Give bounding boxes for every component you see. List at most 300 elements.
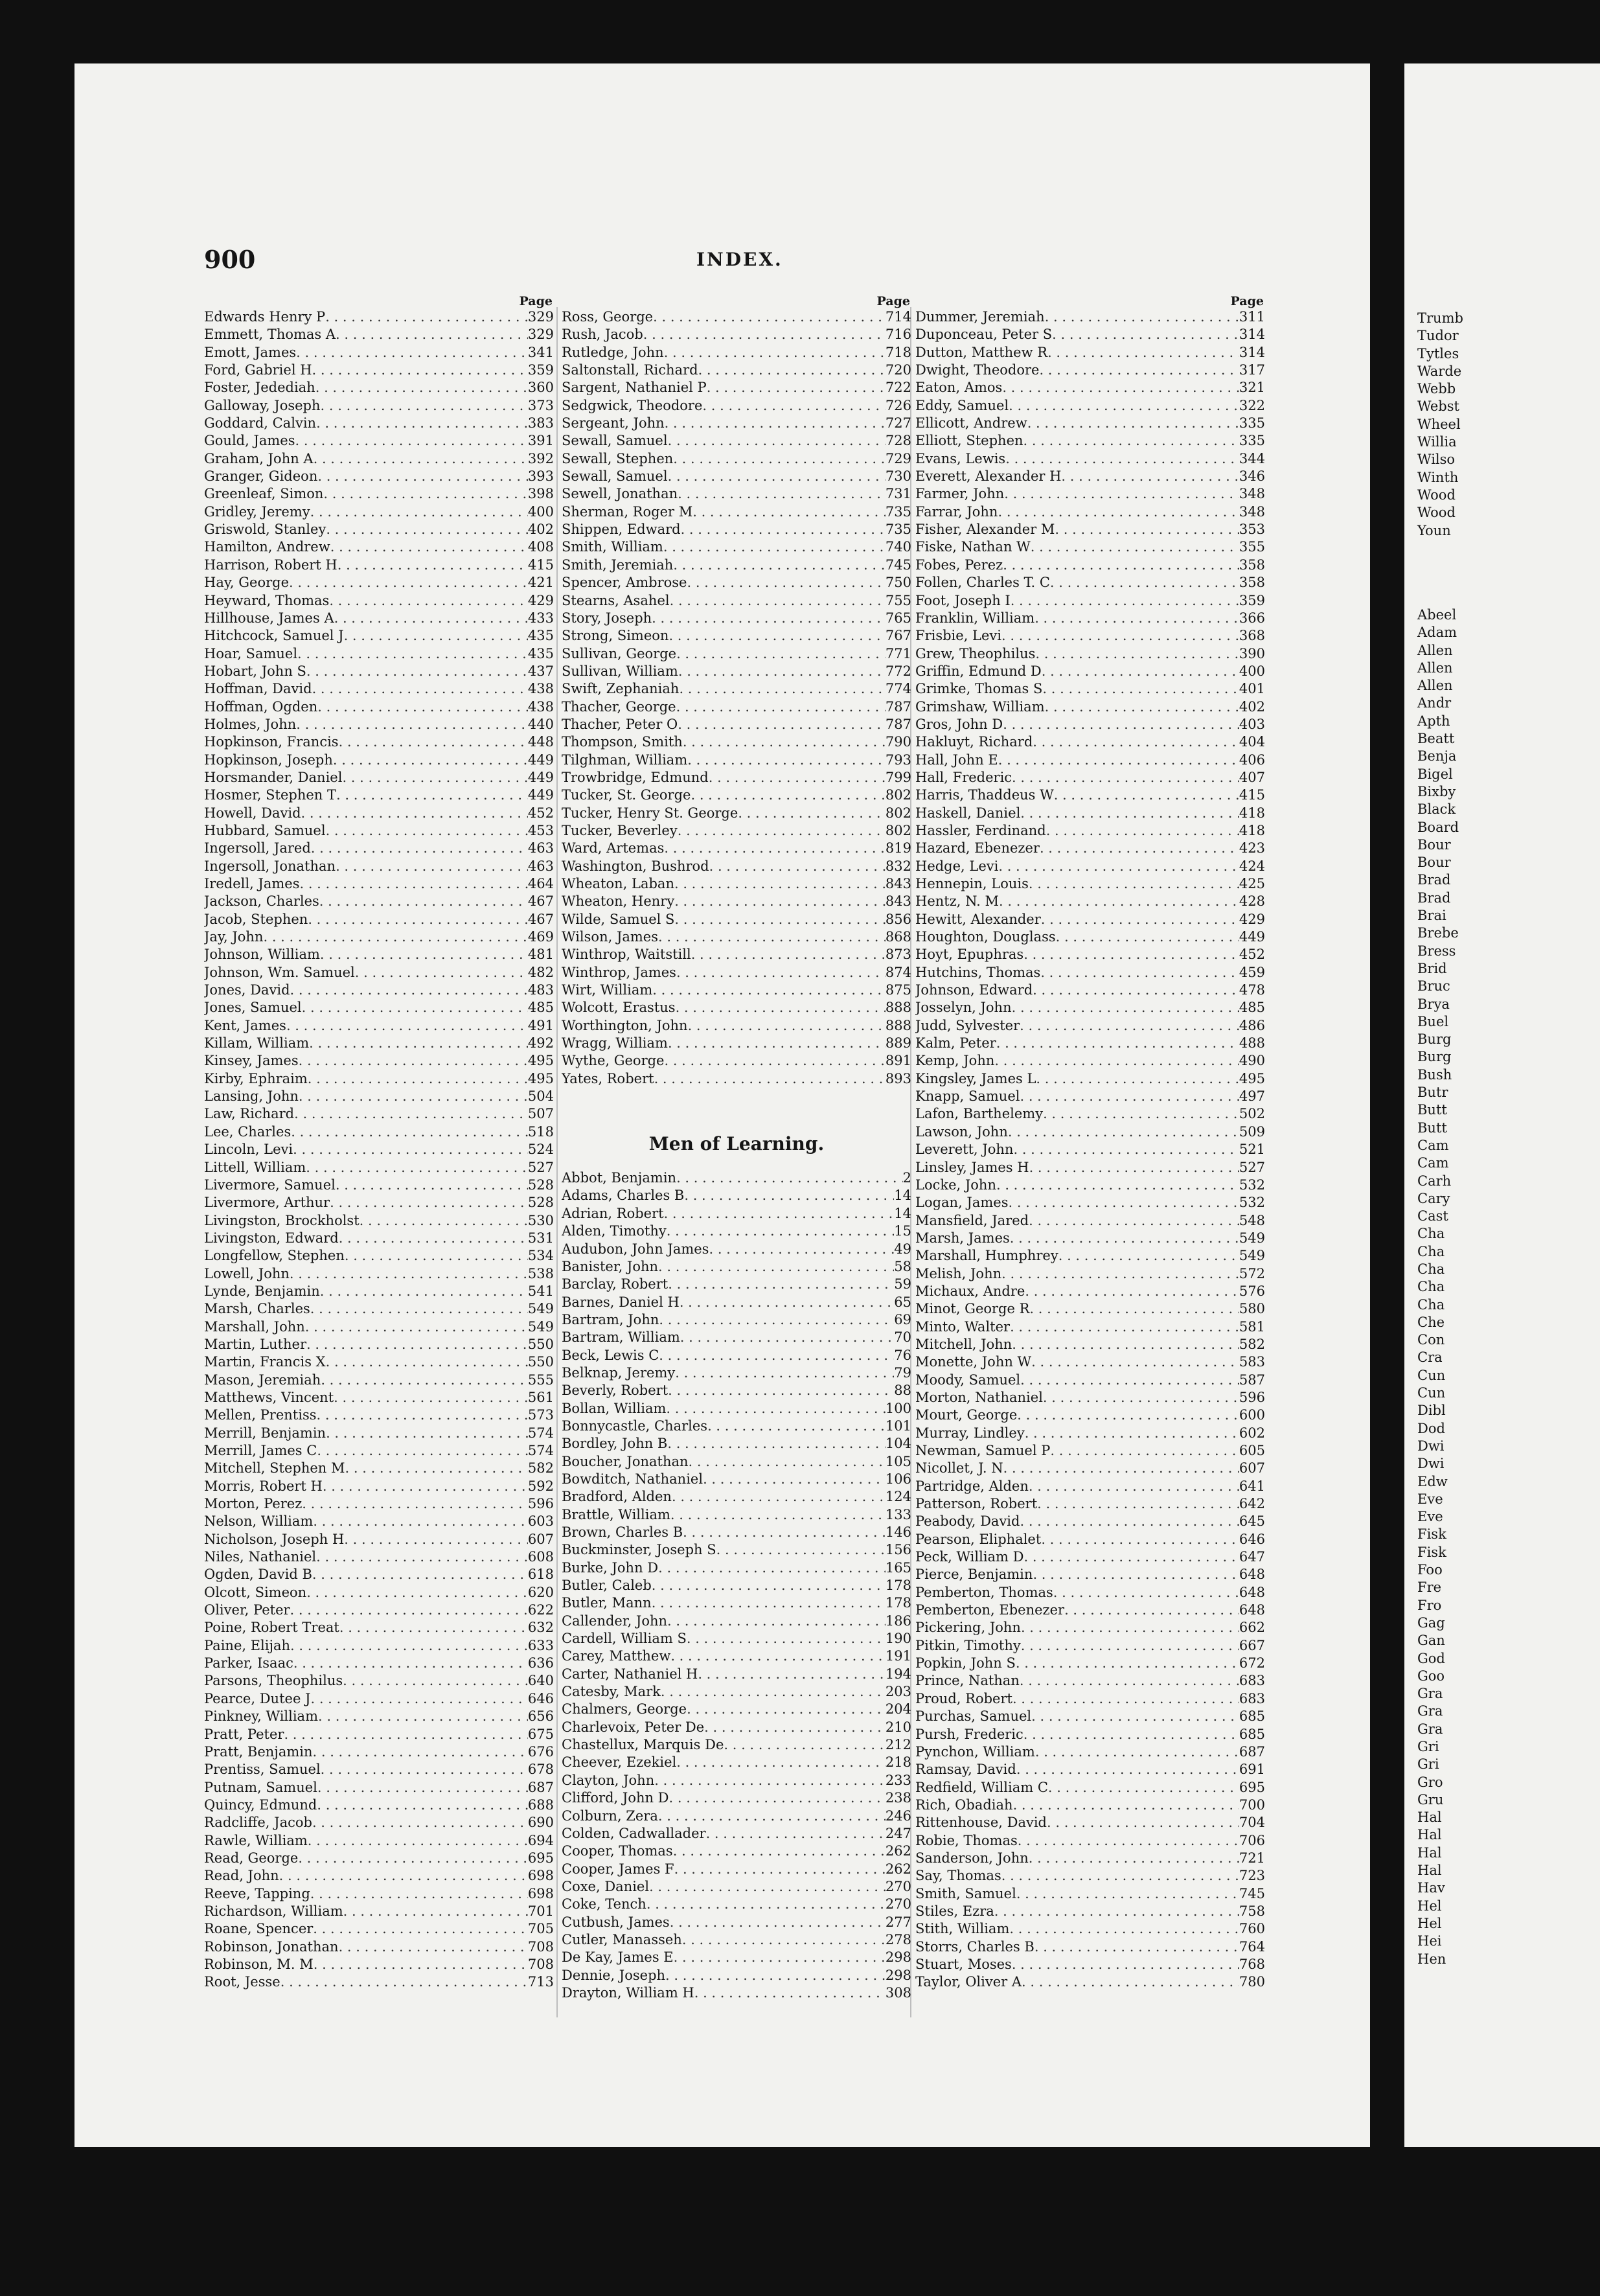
entry-page-number: 608 xyxy=(527,1549,554,1565)
entry-page-number: 550 xyxy=(527,1336,554,1352)
index-entry xyxy=(204,1425,554,1442)
dot-leader xyxy=(996,1035,1239,1052)
index-entry xyxy=(915,1637,1265,1655)
index-entry xyxy=(562,946,911,963)
index-entry xyxy=(915,308,1265,326)
entry-page-number: 698 xyxy=(527,1885,554,1901)
entry-name: Lee, Charles xyxy=(204,1123,291,1140)
index-entry xyxy=(915,1052,1265,1070)
index-entry xyxy=(562,1205,911,1223)
index-entry xyxy=(204,663,554,680)
index-entry xyxy=(915,1212,1265,1230)
index-entry xyxy=(915,805,1265,822)
entry-name: Houghton, Douglass xyxy=(915,929,1056,945)
entry-name: Robinson, M. M xyxy=(204,1956,314,1972)
entry-page-number: 587 xyxy=(1239,1372,1265,1388)
dot-leader xyxy=(290,1265,528,1283)
index-entry xyxy=(562,680,911,698)
entry-page-number: 755 xyxy=(885,592,911,608)
entry-page-number: 695 xyxy=(1239,1779,1265,1795)
index-entry xyxy=(204,999,554,1016)
entry-name: Ingersoll, Jared xyxy=(204,840,311,856)
entry-page-number: 538 xyxy=(527,1265,554,1281)
adjacent-page-entry: Cast xyxy=(1417,1208,1448,1224)
entry-name: Stith, William xyxy=(915,1921,1010,1937)
dot-leader xyxy=(310,1690,527,1708)
entry-page-number: 2 xyxy=(902,1170,911,1186)
entry-name: Roane, Spencer xyxy=(204,1921,314,1937)
dot-leader xyxy=(664,1205,895,1223)
entry-page-number: 735 xyxy=(885,522,911,538)
dot-leader xyxy=(652,1594,886,1612)
entry-name: Duponceau, Peter S xyxy=(915,327,1053,343)
adjacent-page-entry: Hal xyxy=(1417,1809,1442,1826)
entry-name: Michaux, Andre xyxy=(915,1283,1025,1299)
index-entry xyxy=(915,1035,1265,1052)
index-entry xyxy=(562,1488,911,1506)
dot-leader xyxy=(665,415,886,432)
entry-name: Buckminster, Joseph S xyxy=(562,1542,716,1558)
dot-leader xyxy=(691,946,886,963)
entry-name: Kirby, Ephraim xyxy=(204,1070,308,1086)
dot-leader xyxy=(684,1187,894,1204)
entry-name: Sewall, Samuel xyxy=(562,433,668,449)
entry-name: Longfellow, Stephen xyxy=(204,1248,345,1264)
entry-name: Wilde, Samuel S xyxy=(562,911,675,927)
index-entry xyxy=(204,308,554,326)
adjacent-page-entry: Bruc xyxy=(1417,978,1450,994)
dot-leader xyxy=(294,1105,528,1123)
adjacent-page-entry: Hel xyxy=(1417,1915,1442,1931)
index-entry xyxy=(204,1726,554,1743)
entry-page-number: 428 xyxy=(1239,893,1265,910)
index-entry xyxy=(915,1088,1265,1105)
entry-page-number: 178 xyxy=(885,1595,911,1611)
entry-name: Proud, Robert xyxy=(915,1690,1012,1706)
entry-name: Locke, John xyxy=(915,1177,996,1193)
adjacent-page-edge xyxy=(1404,63,1600,2147)
dot-leader xyxy=(286,1017,528,1035)
dot-leader xyxy=(313,1513,528,1530)
entry-name: Gridley, Jeremy xyxy=(204,503,310,520)
dot-leader xyxy=(317,1779,528,1797)
entry-page-number: 317 xyxy=(1239,362,1265,378)
entry-page-number: 421 xyxy=(527,575,554,591)
index-entry xyxy=(204,1389,554,1406)
dot-leader xyxy=(339,1938,528,1956)
index-entry xyxy=(562,1241,911,1258)
entry-name: Ogden, David B xyxy=(204,1567,312,1583)
entry-page-number: 843 xyxy=(885,893,911,910)
entry-page-number: 308 xyxy=(885,1984,911,2001)
entry-page-number: 574 xyxy=(527,1425,554,1441)
entry-name: Newman, Samuel P xyxy=(915,1443,1051,1458)
dot-leader xyxy=(682,1931,886,1949)
entry-page-number: 555 xyxy=(527,1372,554,1388)
dot-leader xyxy=(1031,1353,1239,1371)
dot-leader xyxy=(290,1637,528,1655)
dot-leader xyxy=(1045,308,1239,326)
index-entry xyxy=(915,893,1265,910)
index-entry xyxy=(204,397,554,415)
entry-page-number: 59 xyxy=(894,1276,911,1292)
entry-name: Jones, Samuel xyxy=(204,1000,302,1016)
entry-page-number: 204 xyxy=(885,1701,911,1717)
entry-page-number: 633 xyxy=(527,1637,554,1653)
dot-leader xyxy=(706,1825,886,1843)
dot-leader xyxy=(1033,1566,1239,1583)
dot-leader xyxy=(674,911,885,928)
entry-page-number: 893 xyxy=(885,1070,911,1086)
entry-name: Spencer, Ambrose xyxy=(562,575,687,591)
dot-leader xyxy=(1040,964,1239,982)
index-entry xyxy=(204,344,554,362)
adjacent-page-entry: Cha xyxy=(1417,1279,1445,1295)
adjacent-page-entry: Hel xyxy=(1417,1898,1442,1914)
entry-name: Marsh, James xyxy=(915,1230,1010,1246)
index-entry xyxy=(915,1903,1265,1920)
dot-leader xyxy=(1008,1123,1239,1141)
entry-page-number: 708 xyxy=(527,1956,554,1972)
index-entry xyxy=(562,999,911,1016)
dot-leader xyxy=(280,1973,528,1991)
adjacent-page-entries xyxy=(1404,606,1459,1968)
dot-leader xyxy=(1055,521,1239,538)
entry-name: Say, Thomas xyxy=(915,1868,1001,1884)
entry-page-number: 58 xyxy=(894,1258,911,1274)
entry-page-number: 133 xyxy=(885,1506,911,1522)
entry-page-number: 726 xyxy=(885,397,911,413)
entry-page-number: 691 xyxy=(1239,1762,1265,1778)
entry-page-number: 88 xyxy=(894,1383,911,1399)
index-entry xyxy=(204,1442,554,1460)
index-entry xyxy=(915,379,1265,396)
entry-name: Law, Richard xyxy=(204,1106,295,1122)
dot-leader xyxy=(738,805,886,822)
entry-page-number: 600 xyxy=(1239,1407,1265,1423)
index-entry xyxy=(915,1672,1265,1690)
entry-page-number: 491 xyxy=(527,1017,554,1033)
entry-name: Morris, Robert H xyxy=(204,1478,323,1494)
dot-leader xyxy=(1040,840,1239,857)
index-entry xyxy=(204,893,554,910)
entry-name: Linsley, James H xyxy=(915,1159,1029,1175)
entry-page-number: 438 xyxy=(527,698,554,715)
entry-page-number: 463 xyxy=(527,840,554,856)
index-entry xyxy=(915,1708,1265,1725)
index-entry xyxy=(562,1931,911,1949)
entry-name: Gould, James xyxy=(204,433,295,449)
dot-leader xyxy=(1012,999,1239,1016)
entry-page-number: 322 xyxy=(1239,397,1265,413)
entry-name: Grimshaw, William xyxy=(915,698,1045,715)
entry-page-number: 483 xyxy=(527,982,554,998)
index-entry xyxy=(915,1336,1265,1353)
adjacent-page-entry: Benja xyxy=(1417,748,1457,764)
entry-page-number: 355 xyxy=(1239,539,1265,555)
entry-name: Stearns, Asahel xyxy=(562,592,670,608)
index-entry xyxy=(562,1967,911,1984)
entry-name: Iredell, James xyxy=(204,876,300,891)
adjacent-page-entry: Cha xyxy=(1417,1296,1445,1313)
entry-name: Cheever, Ezekiel xyxy=(562,1754,677,1771)
dot-leader xyxy=(674,1861,886,1878)
dot-leader xyxy=(1047,1814,1239,1831)
dot-leader xyxy=(330,1194,528,1211)
dot-leader xyxy=(687,1701,886,1718)
dot-leader xyxy=(1020,1088,1239,1105)
index-entry xyxy=(204,769,554,786)
dot-leader xyxy=(299,1088,528,1105)
index-entry xyxy=(204,1159,554,1177)
index-entry xyxy=(204,1283,554,1300)
entry-name: Hubbard, Samuel xyxy=(204,822,326,838)
index-entry xyxy=(562,1808,911,1825)
dot-leader xyxy=(1012,1690,1239,1708)
entry-name: Harris, Thaddeus W xyxy=(915,787,1054,803)
entry-name: Quincy, Edmund xyxy=(204,1797,317,1813)
dot-leader xyxy=(295,432,528,450)
entry-name: Johnson, Wm. Samuel xyxy=(204,964,355,980)
adjacent-page-entry: Gan xyxy=(1417,1633,1445,1649)
entry-name: Shippen, Edward xyxy=(562,522,681,538)
entry-name: Heyward, Thomas xyxy=(204,592,330,608)
entry-page-number: 706 xyxy=(1239,1832,1265,1848)
entry-name: Cooper, Thomas xyxy=(562,1843,673,1859)
entry-page-number: 437 xyxy=(527,663,554,679)
entry-page-number: 605 xyxy=(1239,1443,1265,1458)
entry-page-number: 398 xyxy=(527,486,554,502)
adjacent-page-entry: Che xyxy=(1417,1314,1445,1330)
entry-page-number: 676 xyxy=(527,1743,554,1760)
entry-name: Littell, William xyxy=(204,1159,306,1175)
entry-name: Brown, Charles B xyxy=(562,1524,683,1540)
entry-page-number: 582 xyxy=(527,1460,554,1476)
entry-page-number: 509 xyxy=(1239,1123,1265,1140)
dot-leader xyxy=(994,1903,1239,1920)
entry-name: Fisher, Alexander M xyxy=(915,522,1055,538)
index-entry xyxy=(562,805,911,822)
dot-leader xyxy=(316,1548,528,1566)
entry-page-number: 561 xyxy=(527,1389,554,1405)
entry-page-number: 874 xyxy=(885,964,911,980)
entry-name: Pursh, Frederic xyxy=(915,1726,1023,1742)
dot-leader xyxy=(996,1177,1239,1194)
dot-leader xyxy=(1029,1159,1239,1177)
adjacent-page-entry: Wilso xyxy=(1417,452,1456,468)
index-entry xyxy=(562,1258,911,1276)
dot-leader xyxy=(334,1389,528,1406)
entry-name: Martin, Francis X xyxy=(204,1354,326,1370)
entry-name: Winthrop, Waitstill xyxy=(562,947,691,963)
entry-page-number: 701 xyxy=(527,1903,554,1919)
dot-leader xyxy=(674,893,886,910)
entry-name: Hall, John E xyxy=(915,752,998,768)
entry-page-number: 440 xyxy=(527,716,554,732)
dot-leader xyxy=(296,716,528,733)
entry-page-number: 210 xyxy=(885,1719,911,1735)
entry-page-number: 329 xyxy=(527,327,554,343)
entry-page-number: 721 xyxy=(1239,1850,1265,1866)
entry-name: Clifford, John D xyxy=(562,1790,669,1806)
entry-page-number: 534 xyxy=(527,1248,554,1264)
dot-leader xyxy=(687,752,886,769)
entry-page-number: 485 xyxy=(1239,1000,1265,1016)
index-entry xyxy=(562,538,911,556)
dot-leader xyxy=(669,627,885,645)
index-entry xyxy=(915,1017,1265,1035)
dot-leader xyxy=(317,1442,528,1460)
adjacent-page-entry: Brid xyxy=(1417,960,1447,976)
entry-name: Sewell, Jonathan xyxy=(562,486,678,502)
entry-page-number: 105 xyxy=(885,1453,911,1469)
entry-name: Root, Jesse xyxy=(204,1974,280,1990)
dot-leader xyxy=(290,1601,528,1619)
dot-leader xyxy=(1061,468,1239,485)
entry-name: Ross, George xyxy=(562,309,654,325)
adjacent-page-entry: Tudor xyxy=(1417,328,1459,344)
index-entry xyxy=(562,1914,911,1931)
entry-name: Jackson, Charles xyxy=(204,893,319,910)
entry-name: Fobes, Perez xyxy=(915,557,1003,573)
dot-leader xyxy=(1027,415,1239,432)
entry-name: Peabody, David xyxy=(915,1513,1020,1530)
index-entry xyxy=(204,610,554,627)
index-entry xyxy=(562,1364,911,1382)
adjacent-page-entry: Cha xyxy=(1417,1226,1445,1242)
index-entry xyxy=(204,1052,554,1070)
entry-page-number: 856 xyxy=(885,911,911,927)
index-entry xyxy=(915,1194,1265,1211)
index-entry xyxy=(915,645,1265,663)
entry-page-number: 730 xyxy=(885,468,911,485)
index-entry xyxy=(562,1017,911,1035)
adjacent-page-entry: Fisk xyxy=(1417,1526,1446,1543)
dot-leader xyxy=(1012,769,1239,786)
dot-leader xyxy=(1031,538,1239,556)
adjacent-page-entry: Wood xyxy=(1417,505,1456,521)
index-entry xyxy=(204,1088,554,1105)
dot-leader xyxy=(1016,1885,1239,1903)
dot-leader xyxy=(321,1761,528,1778)
entry-name: Worthington, John xyxy=(562,1017,688,1033)
index-entry xyxy=(562,822,911,840)
index-entry xyxy=(915,1938,1265,1956)
entry-page-number: 390 xyxy=(1239,645,1265,661)
entry-page-number: 622 xyxy=(527,1602,554,1618)
dot-leader xyxy=(698,362,886,379)
entry-name: Lansing, John xyxy=(204,1088,299,1105)
adjacent-page-entry: Brai xyxy=(1417,908,1446,924)
entry-page-number: 186 xyxy=(885,1613,911,1629)
entry-page-number: 238 xyxy=(885,1790,911,1806)
entry-page-number: 648 xyxy=(1239,1584,1265,1600)
entry-name: Partridge, Alden xyxy=(915,1478,1029,1494)
entry-page-number: 708 xyxy=(527,1938,554,1955)
index-entry xyxy=(562,1825,911,1843)
index-entry xyxy=(915,1265,1265,1283)
entry-page-number: 716 xyxy=(885,327,911,343)
entry-page-number: 875 xyxy=(885,982,911,998)
entry-name: Howell, David xyxy=(204,805,301,821)
index-entry xyxy=(204,1814,554,1831)
dot-leader xyxy=(1016,1655,1239,1672)
entry-name: Leverett, John xyxy=(915,1142,1014,1158)
index-entry xyxy=(915,1832,1265,1850)
entry-name: Thacher, George xyxy=(562,698,676,715)
index-entry xyxy=(915,1513,1265,1530)
entry-page-number: 429 xyxy=(527,592,554,608)
index-entry xyxy=(915,574,1265,591)
entry-page-number: 507 xyxy=(527,1106,554,1122)
page-column-label: Page xyxy=(519,294,553,308)
entry-name: Hamilton, Andrew xyxy=(204,539,330,555)
entry-name: Ford, Gabriel H xyxy=(204,362,312,378)
adjacent-page-entry: Wheel xyxy=(1417,416,1461,432)
index-entry xyxy=(915,521,1265,538)
index-entry xyxy=(915,1726,1265,1743)
dot-leader xyxy=(298,1850,528,1867)
entry-name: Emmett, Thomas A xyxy=(204,327,336,343)
adjacent-page-entry: Bour xyxy=(1417,836,1451,853)
adjacent-page-entry: Dwi xyxy=(1417,1456,1445,1472)
entry-name: Farmer, John xyxy=(915,486,1005,502)
entry-name: Galloway, Joseph xyxy=(204,397,321,413)
entry-page-number: 346 xyxy=(1239,468,1265,485)
entry-page-number: 592 xyxy=(527,1478,554,1494)
dot-leader xyxy=(687,1630,886,1647)
dot-leader xyxy=(689,1453,886,1471)
dot-leader xyxy=(1023,432,1239,450)
index-entry xyxy=(204,1885,554,1903)
entry-name: Holmes, John xyxy=(204,716,297,732)
dot-leader xyxy=(325,308,528,326)
dot-leader xyxy=(293,1141,528,1158)
index-entry xyxy=(204,1672,554,1690)
running-head: INDEX. xyxy=(696,249,783,270)
dot-leader xyxy=(1018,1832,1239,1850)
entry-name: Hopkinson, Francis xyxy=(204,734,339,750)
adjacent-page-entry: Eve xyxy=(1417,1491,1443,1507)
entry-page-number: 620 xyxy=(527,1584,554,1600)
index-entry xyxy=(204,680,554,698)
index-entry xyxy=(204,1973,554,1991)
dot-leader xyxy=(1004,485,1239,503)
entry-name: Ward, Artemas xyxy=(562,840,665,856)
adjacent-page-entry: Burg xyxy=(1417,1031,1452,1048)
entry-page-number: 311 xyxy=(1239,309,1265,325)
index-entry xyxy=(204,557,554,574)
entry-name: Oliver, Peter xyxy=(204,1602,290,1618)
entry-page-number: 656 xyxy=(527,1708,554,1725)
entry-page-number: 524 xyxy=(527,1142,554,1158)
entry-name: Johnson, William xyxy=(204,947,320,963)
index-entry xyxy=(915,1425,1265,1442)
index-entry xyxy=(204,362,554,379)
entry-page-number: 469 xyxy=(527,929,554,945)
dot-leader xyxy=(679,680,885,698)
entry-name: Purchas, Samuel xyxy=(915,1708,1032,1725)
entry-page-number: 449 xyxy=(527,752,554,768)
entry-page-number: 549 xyxy=(527,1301,554,1317)
index-entry xyxy=(204,1637,554,1655)
index-entry xyxy=(562,1435,911,1452)
entry-name: Grimke, Thomas S xyxy=(915,681,1043,697)
entry-page-number: 504 xyxy=(527,1088,554,1105)
index-entry xyxy=(562,415,911,432)
entry-name: Foot, Joseph I xyxy=(915,592,1011,608)
dot-leader xyxy=(309,1035,528,1052)
